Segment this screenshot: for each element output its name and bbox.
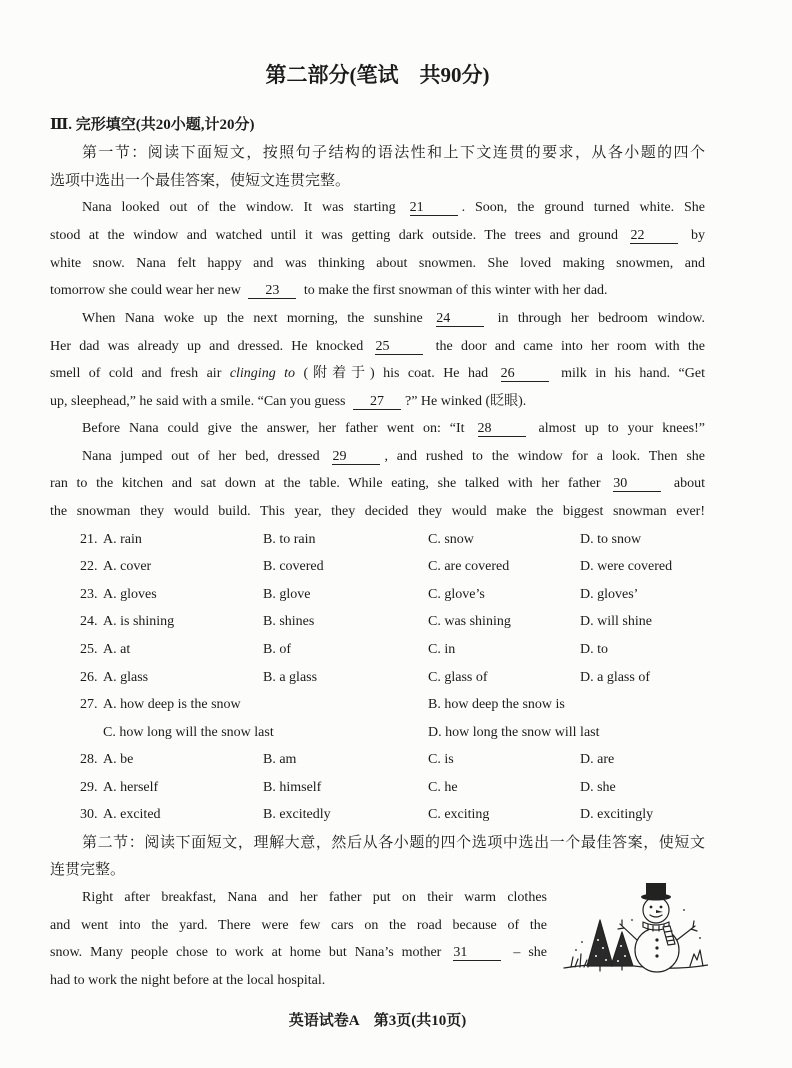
- option-d: D. excitingly: [580, 807, 654, 822]
- passage-line: [50, 915, 547, 937]
- option-b: B. himself: [263, 780, 322, 795]
- question-number: 29.: [80, 780, 98, 795]
- passage-text: – she: [505, 945, 547, 960]
- question-number: 25.: [80, 642, 98, 657]
- option-d: D. were covered: [580, 559, 673, 574]
- passage-line: [82, 446, 705, 468]
- option-a: A. rain: [103, 532, 142, 547]
- option-d: D. will shine: [580, 614, 652, 629]
- option-b: B. a glass: [263, 670, 318, 685]
- passage-line: [50, 942, 547, 964]
- passage-line: [50, 473, 705, 495]
- passage-text: to make the first snowman of this winter with her dad.: [300, 283, 608, 298]
- question-number: 22.: [80, 559, 98, 574]
- section-header: Ⅲ. 完形填空(共20小题,计20分): [50, 117, 255, 133]
- option-row-22: [0, 556, 792, 578]
- option-c: C. snow: [428, 532, 474, 547]
- option-a: A. be: [103, 752, 134, 767]
- option-c: C. in: [428, 642, 456, 657]
- italic-term: clinging to: [229, 366, 296, 381]
- passage-line: [50, 391, 705, 413]
- answer-blank-24: 24: [436, 311, 484, 327]
- passage-text: milk in his hand. “Get: [552, 366, 705, 381]
- instruction-line: 第一节：阅读下面短文，按照句子结构的语法性和上下文连贯的要求，从各小题的四个: [82, 145, 705, 161]
- option-row-24: [0, 611, 792, 633]
- answer-blank-22: 22: [630, 228, 678, 244]
- option-a: A. herself: [103, 780, 159, 795]
- option-row-29: [0, 777, 792, 799]
- option-d: D. to: [580, 642, 608, 657]
- passage-text: , and rushed to the window for a look. Then she: [384, 449, 705, 464]
- option-c: C. glass of: [428, 670, 488, 685]
- passage-text: Before Nana could give the answer, her father went on: “It: [82, 421, 474, 436]
- passage-text: ?” He winked (眨眼).: [404, 394, 527, 409]
- question-number: 24.: [80, 614, 98, 629]
- option-a: A. glass: [103, 670, 149, 685]
- answer-blank-30: 30: [613, 476, 661, 492]
- option-d: D. gloves’: [580, 587, 639, 602]
- passage-text: in through her bedroom window.: [488, 311, 705, 326]
- passage-text: tomorrow she could wear her new: [50, 283, 245, 298]
- instruction-line: 连贯完整。: [50, 862, 126, 878]
- option-row-23: [0, 584, 792, 606]
- option-b: B. shines: [263, 614, 315, 629]
- option-b: B. am: [263, 752, 297, 767]
- passage-line: [50, 336, 705, 358]
- question-number: 26.: [80, 670, 98, 685]
- option-c: C. how long will the snow last: [103, 725, 274, 740]
- option-d: D. to snow: [580, 532, 642, 547]
- option-c: C. glove’s: [428, 587, 485, 602]
- option-c: C. he: [428, 780, 458, 795]
- question-number: 30.: [80, 807, 98, 822]
- option-a: A. excited: [103, 807, 161, 822]
- passage-line: [82, 308, 705, 330]
- option-b: B. covered: [263, 559, 324, 574]
- option-c: C. are covered: [428, 559, 510, 574]
- passage-text: snow. Many people chose to work at home but Nana’s mother: [50, 945, 450, 960]
- answer-blank-27: 27: [353, 394, 401, 410]
- passage-line: [82, 197, 705, 219]
- instruction-line: 第二节：阅读下面短文，理解大意，然后从各小题的四个选项中选出一个最佳答案，使短文: [82, 835, 705, 851]
- answer-blank-29: 29: [332, 449, 380, 465]
- passage-text: Nana jumped out of her bed, dressed: [82, 449, 329, 464]
- passage-text: and went into the yard. There were few cars on the road because of the: [50, 918, 547, 933]
- passage-line: [82, 418, 705, 440]
- passage-text: by: [682, 228, 705, 243]
- option-row-26: [0, 667, 792, 689]
- option-b: B. how deep the snow is: [428, 697, 565, 712]
- passage-text: almost up to your knees!”: [529, 421, 705, 436]
- passage-line: [50, 363, 705, 385]
- option-c: C. exciting: [428, 807, 490, 822]
- option-row-28: [0, 749, 792, 771]
- passage-text: white snow. Nana felt happy and was thinking about snowmen. She loved making snowmen, and: [50, 256, 705, 271]
- answer-blank-23: 23: [248, 283, 296, 299]
- question-number: 21.: [80, 532, 98, 547]
- option-row-27-b: [0, 722, 792, 744]
- option-d: D. she: [580, 780, 616, 795]
- passage-line: [50, 501, 705, 523]
- instruction-line: 选项中选出一个最佳答案，使短文连贯完整。: [50, 173, 351, 189]
- option-a: A. is shining: [103, 614, 175, 629]
- answer-blank-31: 31: [453, 945, 501, 961]
- passage-text: the snowman they would build. This year, they decided they would make the biggest snowman ever!: [50, 504, 705, 519]
- passage-text: ran to the kitchen and sat down at the table. While eating, she talked with her father: [50, 476, 610, 491]
- question-number: 28.: [80, 752, 98, 767]
- passage-line: [50, 225, 705, 247]
- snowman-icon: [562, 880, 708, 978]
- option-d: D. how long the snow will last: [428, 725, 600, 740]
- option-b: B. of: [263, 642, 291, 657]
- answer-blank-26: 26: [501, 366, 549, 382]
- passage-line: [50, 970, 547, 992]
- option-row-30: [0, 804, 792, 826]
- option-c: C. is: [428, 752, 454, 767]
- option-a: A. at: [103, 642, 131, 657]
- page-footer: 英语试卷A 第3页(共10页): [288, 1013, 467, 1029]
- passage-text: Her dad was already up and dressed. He knocked: [50, 339, 372, 354]
- option-d: D. a glass of: [580, 670, 650, 685]
- passage-line: [50, 253, 705, 275]
- passage-text: smell of cold and fresh air: [50, 366, 230, 381]
- passage-text: stood at the window and watched until it was getting dark outside. The trees and ground: [50, 228, 627, 243]
- answer-blank-28: 28: [478, 421, 526, 437]
- option-row-21: [0, 529, 792, 551]
- passage-text: Nana looked out of the window. It was starting: [82, 200, 406, 215]
- option-b: B. excitedly: [263, 807, 331, 822]
- option-b: B. to rain: [263, 532, 316, 547]
- passage-line: [82, 887, 547, 909]
- option-b: B. glove: [263, 587, 311, 602]
- answer-blank-25: 25: [375, 339, 423, 355]
- answer-blank-21: 21: [410, 200, 458, 216]
- passage-text: Right after breakfast, Nana and her father put on their warm clothes: [82, 890, 547, 905]
- passage-text: the door and came into her room with the: [427, 339, 705, 354]
- option-d: D. are: [580, 752, 615, 767]
- question-number: 23.: [80, 587, 98, 602]
- option-c: C. was shining: [428, 614, 511, 629]
- passage-text: (附着于) his coat. He had: [295, 366, 497, 381]
- passage-text: had to work the night before at the local hospital.: [50, 973, 326, 988]
- question-number: 27.: [80, 697, 98, 712]
- page-title: 第二部分(笔试 共90分): [265, 63, 490, 87]
- option-row-27-a: [0, 694, 792, 716]
- passage-line: [50, 280, 705, 302]
- passage-text: about: [665, 476, 705, 491]
- option-a: A. how deep is the snow: [103, 697, 241, 712]
- option-row-25: [0, 639, 792, 661]
- passage-text: up, sleephead,” he said with a smile. “Can you guess: [50, 394, 349, 409]
- option-a: A. gloves: [103, 587, 157, 602]
- passage-text: . Soon, the ground turned white. She: [461, 200, 705, 215]
- option-a: A. cover: [103, 559, 152, 574]
- passage-text: When Nana woke up the next morning, the sunshine: [82, 311, 433, 326]
